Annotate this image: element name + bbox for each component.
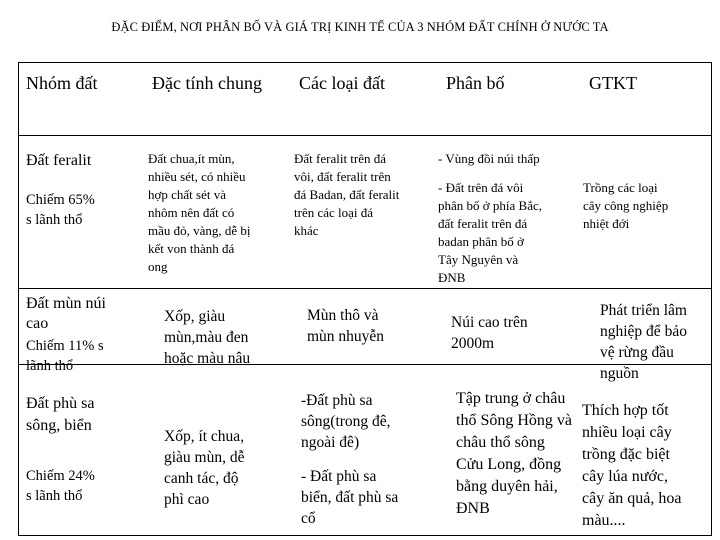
row2-types: Mùn thô và mùn nhuyễn [307, 307, 385, 345]
row1-distribution-2: - Đất trên đá vôi phân bố ở phía Bắc, đất feralit trên đá badan phân bố ở Tây Nguyên và ĐNB [438, 180, 542, 285]
row3-distribution: Tập trung ở châu thổ Sông Hồng và châu thổ sông Cửu Long, đồng bằng duyên hải, ĐNB [456, 390, 572, 517]
row1-share: Chiếm 65% s lãnh thổ [26, 192, 95, 228]
row1-traits: Đất chua,ít mùn, nhiều sét, có nhiều hợp chất sét và nhôm nên đất có mầu đỏ, vàng, dễ bị kết von thành đá ong [148, 151, 251, 274]
header-traits: Đặc tính chung [152, 73, 262, 93]
row1-distribution-1: - Vùng đồi núi thấp [438, 151, 540, 166]
header-soil-group: Nhóm đất [26, 73, 98, 93]
row1-value: Trồng các loại cây công nghiệp nhiệt đới [583, 180, 669, 231]
row3-types-2: - Đất phù sa biển, đất phù sa cổ [301, 468, 399, 527]
row-divider [19, 288, 711, 289]
row3-group: Đất phù sa sông, biển [26, 395, 95, 434]
header-types: Các loại đất [299, 73, 385, 93]
row2-share: Chiếm 11% s lãnh thổ [26, 338, 104, 374]
row3-share: Chiếm 24% s lãnh thổ [26, 468, 95, 504]
soil-table [18, 62, 712, 536]
row-divider [19, 135, 711, 136]
page-title: ĐẶC ĐIỂM, NƠI PHÂN BỐ VÀ GIÁ TRỊ KINH TẾ CỦA 3 NHÓM ĐẤT CHÍNH Ở NƯỚC TA [111, 20, 609, 34]
header-economic-value: GTKT [589, 73, 637, 93]
row2-traits: Xốp, giàu mùn,màu đen hoặc màu nâu [164, 308, 251, 367]
row3-value: Thích hợp tốt nhiều loại cây trồng đặc biệt cây lúa nước, cây ăn quả, hoa màu.... [582, 402, 682, 529]
row3-types-1: -Đất phù sa sông(trong đê, ngoài đê) [301, 392, 391, 451]
row2-value: Phát triển lâm nghiệp để bảo vệ rừng đầu nguồn [600, 302, 687, 382]
row1-group: Đất feralit [26, 152, 92, 169]
header-distribution: Phân bố [446, 73, 505, 93]
row3-traits: Xốp, ít chua, giàu mùn, dễ canh tác, độ phì cao [164, 428, 245, 508]
row2-group: Đất mùn núi cao [26, 295, 106, 332]
row2-distribution: Núi cao trên 2000m [451, 314, 528, 352]
row1-types: Đất feralit trên đá vôi, đất feralit trên đá Badan, đất feralit trên các loại đá khác [294, 151, 400, 238]
